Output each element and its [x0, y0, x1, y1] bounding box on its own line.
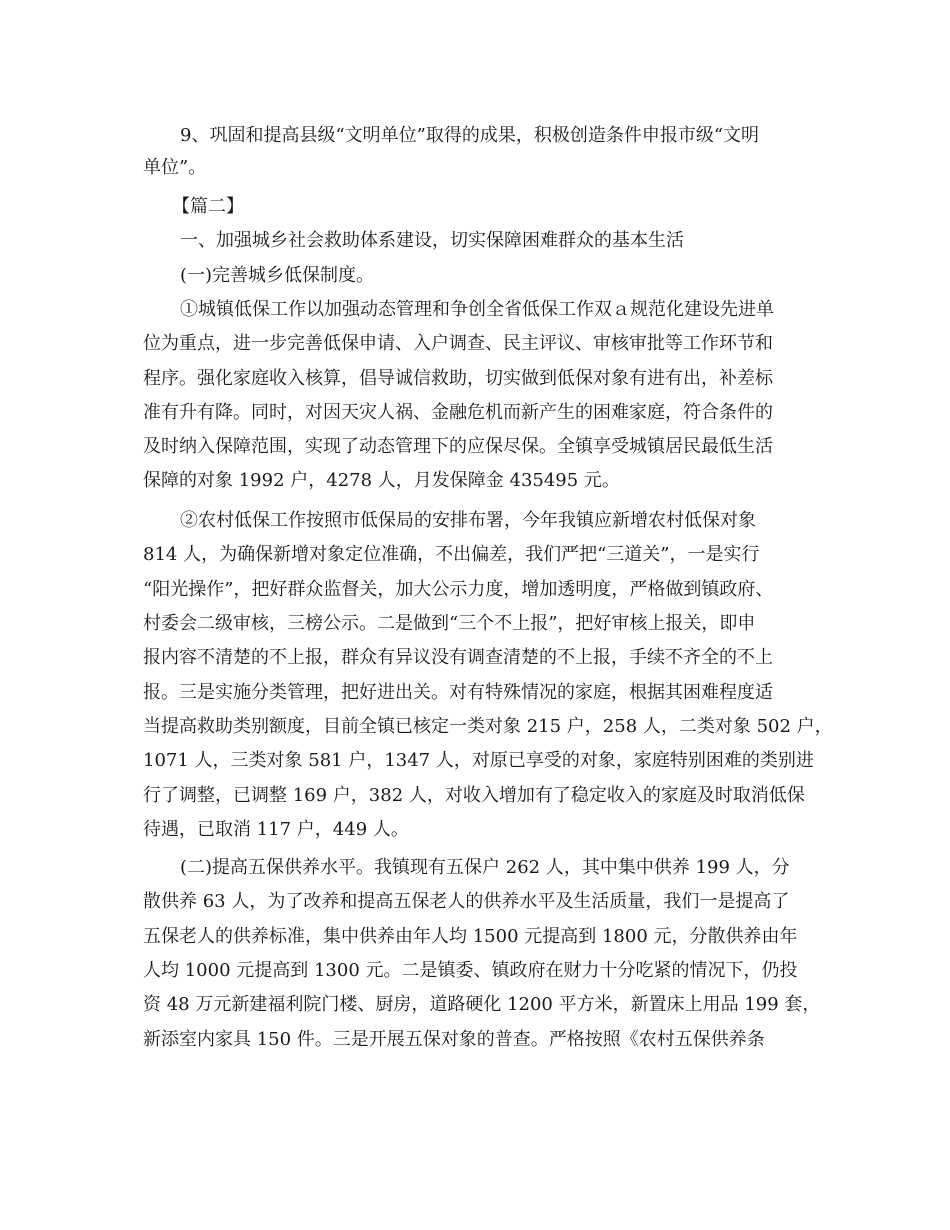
- text-line: 散供养 63 人，为了改养和提高五保老人的供养水平及生活质量，我们一是提高了: [143, 891, 790, 912]
- text-line: 准有升有降。同时，对因天灾人祸、金融危机而新产生的困难家庭，符合条件的: [143, 402, 773, 423]
- text-line: 五保老人的供养标准，集中供养由年人均 1500 元提高到 1800 元，分散供养由年: [143, 926, 798, 947]
- text-line: 程序。强化家庭收入核算，倡导诚信救助，切实做到低保对象有进有出，补差标: [143, 368, 773, 389]
- text-line: 报。三是实施分类管理，把好进出关。对有特殊情况的家庭，根据其困难程度适: [143, 682, 773, 703]
- heading-level-2: (一)完善城乡低保制度。: [180, 265, 375, 286]
- text-line: 1071 人，三类对象 581 户，1347 人，对原已享受的对象，家庭特别困难的类别进: [143, 750, 814, 771]
- text-line: 新添室内家具 150 件。三是开展五保对象的普查。严格按照《农村五保供养条: [143, 1029, 765, 1050]
- text-line: ②农村低保工作按照市低保局的安排布署，今年我镇应新增农村低保对象: [180, 510, 756, 531]
- text-line: 9、巩固和提高县级“文明单位”取得的成果，积极创造条件申报市级“文明: [180, 125, 760, 146]
- text-line: 单位”。: [143, 157, 207, 178]
- text-line: 行了调整，已调整 169 户，382 人，对收入增加有了稳定收入的家庭及时取消低保: [143, 785, 805, 806]
- text-line: ①城镇低保工作以加强动态管理和争创全省低保工作双ａ规范化建设先进单: [180, 299, 774, 320]
- text-line: 待遇，已取消 117 户，449 人。: [143, 819, 409, 840]
- text-line: “阳光操作”，把好群众监督关，加大公示力度，增加透明度，严格做到镇政府、: [143, 579, 774, 600]
- text-line: 村委会二级审核，三榜公示。二是做到“三个不上报”，把好审核上报关，即申: [143, 613, 756, 634]
- text-line: 814 人，为确保新增对象定位准确，不出偏差，我们严把“三道关”，一是实行: [143, 544, 760, 565]
- text-line: 保障的对象 1992 户，4278 人，月发保障金 435495 元。: [143, 470, 620, 491]
- text-line: 位为重点，进一步完善低保申请、入户调查、民主评议、审核审批等工作环节和: [143, 333, 773, 354]
- heading-level-1: 一、加强城乡社会救助体系建设，切实保障困难群众的基本生活: [180, 230, 684, 251]
- text-line: 及时纳入保障范围，实现了动态管理下的应保尽保。全镇享受城镇居民最低生活: [143, 436, 773, 457]
- text-line: 资 48 万元新建福利院门楼、厨房，道路硬化 1200 平方米，新置床上用品 199 套，: [143, 994, 821, 1015]
- section-heading: 【篇二】: [172, 196, 244, 217]
- text-line: 当提高救助类别额度，目前全镇已核定一类对象 215 户，258 人，二类对象 502 户，: [143, 716, 833, 737]
- text-line: 报内容不清楚的不上报，群众有异议没有调查清楚的不上报，手续不齐全的不上: [143, 647, 773, 668]
- text-line: 人均 1000 元提高到 1300 元。二是镇委、镇政府在财力十分吃紧的情况下，仍投: [143, 960, 798, 981]
- heading-level-2: (二)提高五保供养水平。我镇现有五保户 262 人，其中集中供养 199 人，分: [180, 857, 790, 878]
